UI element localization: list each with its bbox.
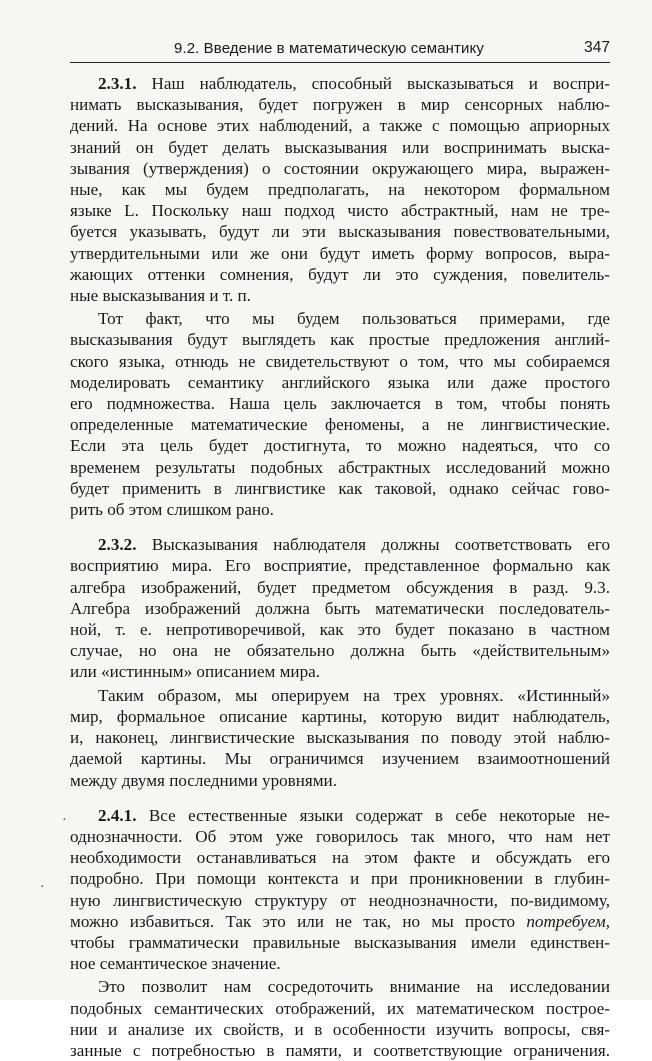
text-line: однозначности. Об этом уже говорилось так много, что нам нет [70,826,610,846]
text-line: временем результаты подобных абстрактных исследований можно [70,457,610,477]
text-line: ное семантическое значение. [70,954,281,974]
text-line: языке L. Поскольку наш подход чисто абстрактный, нам не тре- [70,201,610,221]
text-line: жающих оттенки сомнения, будут ли это суждения, повелитель- [70,264,610,284]
paragraph-three-levels [70,685,610,791]
text-line: случае, но она не обязательно должна быть «действительным» [70,641,610,661]
paragraph-2-3-1 [70,73,610,306]
text-line: необходимости останавливаться на этом факте и обсуждать его [70,848,610,868]
text-line: Тот факт, что мы будем пользоваться примерами, где [98,309,610,329]
text-line: восприятию мира. Его восприятие, представленное формально как [70,556,610,576]
margin-dot: · [40,880,45,895]
text-line: ной, т. е. непротиворечивой, как это будет показано в частном [70,620,610,640]
text-line [70,534,610,555]
text-line [70,805,610,826]
text-line: между двумя последними уровнями. [70,770,337,790]
text-line [70,911,610,932]
text-line-rest: Все естественные языки содержат в себе некоторые не- [136,805,610,825]
paragraph-2-4-1 [70,805,610,975]
text-line: Это позволит нам сосредоточить внимание на исследовании [98,977,610,997]
text-line: дений. На основе этих наблюдений, а также с помощью априорных [70,116,610,136]
margin-dot: · [62,813,67,828]
text-line: знаний он будет делать высказывания или воспринимать выска- [70,137,610,157]
text-line-start: можно избавиться. Так это или не так, но мы просто [70,911,527,931]
text-line [70,73,610,94]
running-title: 9.2. Введение в математическую семантику [174,40,484,57]
text-line: подобных семантических отображений, их математическом построе- [70,998,610,1018]
text-line: и, наконец, лингвистические высказывания по поводу этой наблю- [70,728,610,748]
text-line: даемой картины. Мы ограничимся изучением взаимоотношений [70,749,610,769]
text-line: ную лингвистическую структуру от неоднозначности, по-видимому, [70,890,610,910]
paragraph-semantic-mappings [70,976,610,1061]
running-header [70,36,610,63]
text-line: ные, как мы будем предполагать, на некотором формальном [70,180,610,200]
text-line: чтобы грамматически правильные высказывания имели единствен- [70,932,610,952]
text-line: алгебра изображений, будет предметом обсуждения в разд. 9.3. [70,577,610,597]
text-line: рить об этом слишком рано. [70,500,274,520]
text-line: или «истинным» описанием мира. [70,662,320,682]
text-line: нии и анализе их свойств, и в особенности изучить вопросы, свя- [70,1019,610,1039]
text-line: высказывания будут выглядеть как простые предложения англий- [70,330,610,350]
text-line: буется указывать, будут ли эти высказывания повествовательными, [70,222,610,242]
text-line: ского языка, отнюдь не свидетельствуют о том, что мы собираемся [70,351,610,371]
text-line: подробно. При помощи контекста и при проникновении в глубин- [70,869,610,889]
text-line: зывания (утверждения) о состоянии окружающего мира, выражен- [70,158,610,178]
text-line: нимать высказывания, будет погружен в мир сенсорных наблю- [70,95,610,115]
text-line: его подмножества. Наша цель заключается в том, чтобы понять [70,394,610,414]
text-line: Алгебра изображений должна быть математически последователь- [70,598,610,618]
text-line: моделировать семантику английского языка или даже простого [70,372,610,392]
section-number: 2.3.1. [98,74,137,93]
section-number: 2.3.2. [98,535,137,555]
page-number: 347 [584,39,610,56]
text-line: ные высказывания и т. п. [70,286,251,306]
paragraph-examples [70,308,610,520]
text-line: занные с потребностью в памяти, и соответствующие ограничения. [70,1040,610,1060]
text-line-rest: Наш наблюдатель, способный высказываться и воспри- [136,74,610,93]
paragraph-2-3-2 [70,534,610,682]
text-line: Таким образом, мы оперируем на трех уровнях. «Истинный» [98,685,610,705]
section-number: 2.4.1. [98,805,137,825]
emphasized-word: потребуем, [526,911,610,931]
text-line: будет применить в лингвистике как таковой, однако сейчас гово- [70,478,610,498]
text-line: мир, формальное описание картины, которую видит наблюдатель, [70,706,610,726]
text-line: определенные математические феномены, а не лингвистические. [70,415,610,435]
text-line: утвердительными или же они будут иметь форму вопросов, выра- [70,243,610,263]
body-text [70,73,610,1061]
text-line-rest: Высказывания наблюдателя должны соответствовать его [136,535,610,555]
text-line: Если эта цель будет достигнута, то можно надеяться, что со [70,436,610,456]
